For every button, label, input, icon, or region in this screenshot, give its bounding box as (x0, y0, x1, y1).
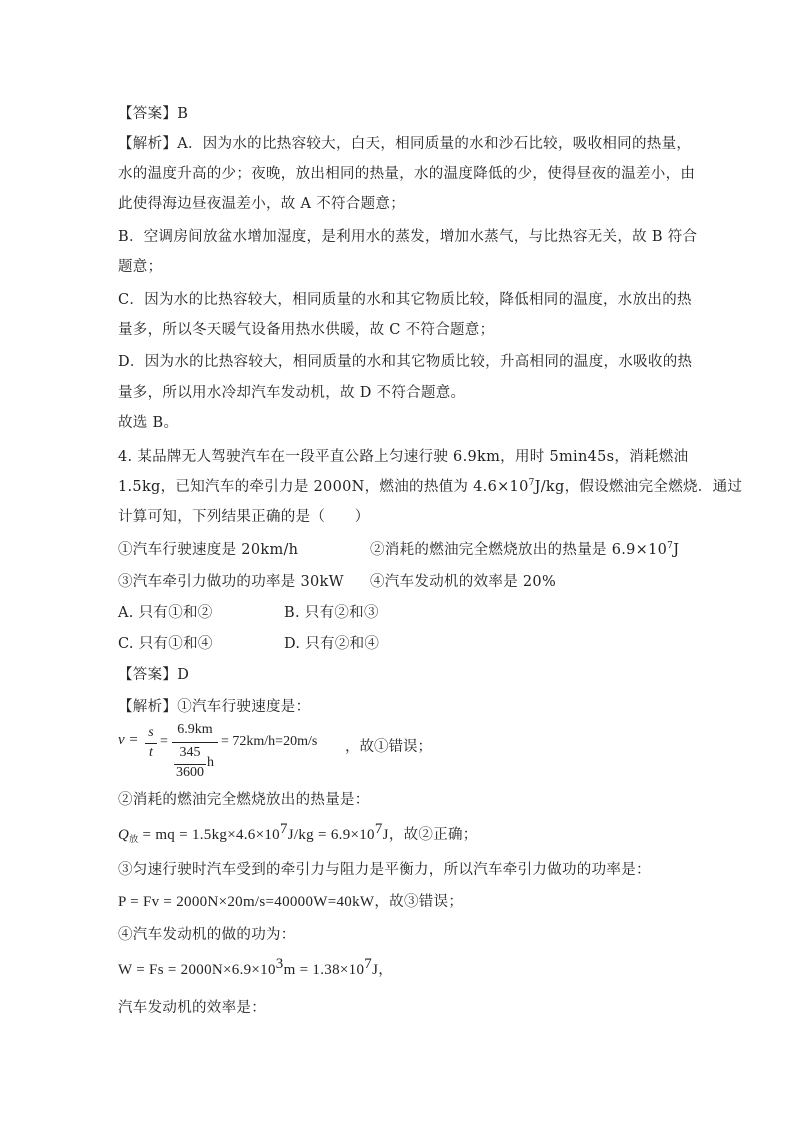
question-line-1: 4. 某品牌无人驾驶汽车在一段平直公路上匀速行驶 6.9km，用时 5min45s，消耗燃油 (118, 449, 689, 465)
fraction-denominator: t (149, 745, 153, 760)
statement-4: ④汽车发动机的效率是 20% (370, 574, 557, 590)
fraction-numerator: 345 (179, 745, 201, 760)
work-intro: ④汽车发动机的做的功为： (118, 927, 296, 943)
option-d: D. 只有②和④ (284, 636, 380, 652)
question-line-2: 1.5kg，已知汽车的牵引力是 2000N，燃油的热值为 $4.6\times 10^7J/kg$，假设燃油完全燃烧．通过 (118, 478, 743, 495)
formula-result: = 72km/h=20m/s (221, 734, 318, 749)
fraction-numerator: s (148, 725, 154, 740)
answer-label: 【答案】 (118, 106, 178, 122)
statement-1: ①汽车行驶速度是 20km/h (118, 542, 299, 558)
option-b: B. 只有②和③ (284, 605, 379, 621)
option-a: A. 只有①和② (118, 605, 213, 621)
power-intro: ③匀速行驶时汽车受到的牵引力与阻力是平衡力，所以汽车牵引力做功的功率是： (118, 862, 651, 878)
prev-analysis-line-2: 水的温度升高的少；夜晚，放出相同的热量，水的温度降低的少，使得昼夜的温差小，由 (118, 166, 696, 182)
heat-intro: ②消耗的燃油完全燃烧放出的热量是： (118, 792, 370, 808)
unit-h: h (207, 755, 214, 770)
formula-symbol: v = (118, 732, 139, 748)
work-formula: $W = Fs = 2000N\times 6.9\times 10^3m = 1.38\times 10^7J$， (118, 956, 394, 978)
statement-3: ③汽车牵引力做功的功率是 30kW (118, 574, 344, 590)
formula-conclusion: ，故①错误； (345, 739, 432, 755)
prev-analysis-line-7: 量多，所以冬天暖气设备用热水供暖，故 C 不符合题意； (118, 322, 495, 338)
prev-analysis-line-6: C．因为水的比热容较大，相同质量的水和其它物质比较，降低相同的温度，水放出的热 (118, 292, 692, 308)
fraction-denominator: 3600 (176, 765, 204, 780)
answer-value: D (177, 667, 190, 683)
equals-sign: = (160, 734, 168, 749)
question-line-3: 计算可知，下列结果正确的是（ ） (118, 509, 370, 525)
answer-label: 【答案】 (118, 667, 178, 683)
prev-analysis-line-9: 量多，所以用水冷却汽车发动机，故 D 不符合题意。 (118, 385, 466, 401)
fraction-bar (145, 743, 157, 744)
analysis-intro: 【解析】①汽车行驶速度是： (118, 699, 311, 715)
statement-2: ②消耗的燃油完全燃烧放出的热量是 $6.9\times 10^7J$ (370, 541, 680, 558)
power-formula: P = Fv = 2000N×20m/s=40000W=40kW，故③错误； (118, 894, 464, 910)
prev-analysis-line-1: 【解析】A．因为水的比热容较大，白天，相同质量的水和沙石比较，吸收相同的热量， (118, 136, 692, 152)
answer-line (118, 665, 189, 685)
fraction-bar (172, 742, 218, 743)
prev-analysis-line-8: D．因为水的比热容较大，相同质量的水和其它物质比较，升高相同的温度，水吸收的热 (118, 354, 693, 370)
prev-analysis-line-5: 题意； (118, 259, 163, 275)
prev-answer-line (118, 104, 188, 124)
prev-analysis-line-4: B．空调房间放盆水增加湿度，是利用水的蒸发，增加水蒸气，与比热容无关，故 B 符合 (118, 229, 698, 245)
efficiency-intro: 汽车发动机的效率是： (118, 1000, 266, 1016)
prev-analysis-line-3: 此使得海边昼夜温差小，故 A 不符合题意； (118, 196, 405, 212)
answer-value: B (177, 106, 189, 122)
heat-formula: $Q_放$ = mq = $1.5kg\times 4.6\times 10^7J/kg = 6.9\times 10^7J$，故②正确； (118, 821, 478, 845)
option-c: C. 只有①和④ (118, 636, 213, 652)
prev-conclusion-line: 故选 B。 (118, 415, 179, 431)
fraction-numerator: 6.9km (177, 722, 213, 737)
